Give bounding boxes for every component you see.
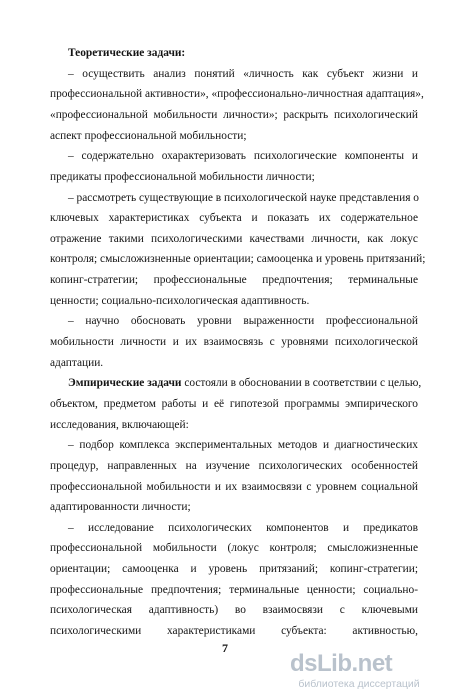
text-line: профессиональной мобильности и их взаимосвязи с уровнем социальной [50, 481, 418, 493]
text-line: профессиональной мобильности (локус контроля; смысложизненные [50, 542, 418, 554]
text-line: состояли в обосновании в соответствии с целью, [181, 377, 422, 389]
watermark [284, 650, 434, 694]
text-line: профессиональные предпочтения; терминальные ценности; социально- [50, 584, 418, 596]
text-line: ориентации; самооценка и уровень притязаний; копинг-стратегии; [50, 563, 418, 575]
text-line: мобильности личности и их взаимосвязь с уровнями психологической [50, 336, 418, 348]
text-line: – осуществить анализ понятий «личность как субъект жизни и [68, 68, 418, 80]
heading-theoretical-tasks: Теоретические задачи: [68, 47, 186, 59]
text-line: адаптированности личности; [50, 501, 191, 513]
text-line: – содержательно охарактеризовать психологические компоненты и [68, 150, 418, 162]
text-line: процедур, направленных на изучение психологических особенностей [50, 460, 418, 472]
text-line: адаптации. [50, 357, 104, 369]
text-line: предикаты профессиональной мобильности личности; [50, 171, 315, 183]
text-line: объектом, предметом работы и её гипотезой программы эмпирического [50, 398, 418, 410]
text-line: копинг-стратегии; профессиональные предпочтения; терминальные [50, 274, 418, 286]
text-line: психологическая адаптивность) во взаимосвязи с ключевыми [50, 604, 418, 616]
text-line: контроля; смысложизненные ориентации; самооценка и уровень притязаний; [50, 253, 426, 265]
text-line: – исследование психологических компонентов и предикатов [68, 522, 418, 534]
text-line: ключевых характеристиках субъекта и показать их содержательное [50, 212, 418, 224]
text-line: – рассмотреть существующие в психологической науке представления о [68, 192, 419, 204]
text-line: отражение такими психологическими качествами личности, как локус [50, 233, 418, 245]
text-line: профессиональной активности», «профессионально-личностная адаптация», [50, 88, 424, 100]
text-line: – подбор комплекса экспериментальных методов и диагностических [68, 439, 418, 451]
text-line: психологическими характеристиками субъекта: активностью, [50, 625, 418, 637]
text-line: аспект профессиональной мобильности; [50, 130, 247, 142]
text-line: – научно обосновать уровни выраженности профессиональной [68, 315, 418, 327]
paragraph-empirical-tasks [68, 376, 422, 390]
text-line: ценности; социально-психологическая адаптивность. [50, 295, 310, 307]
text-line: «профессиональной мобильности личности»; раскрыть психологический [50, 109, 418, 121]
page-number: 7 [222, 641, 228, 655]
watermark-logo: dsLib.net [290, 650, 393, 677]
heading-empirical-tasks: Эмпирические задачи [68, 377, 182, 389]
text-line: исследования, включающей: [50, 419, 189, 431]
watermark-subtitle: библиотека диссертаций [298, 678, 420, 690]
